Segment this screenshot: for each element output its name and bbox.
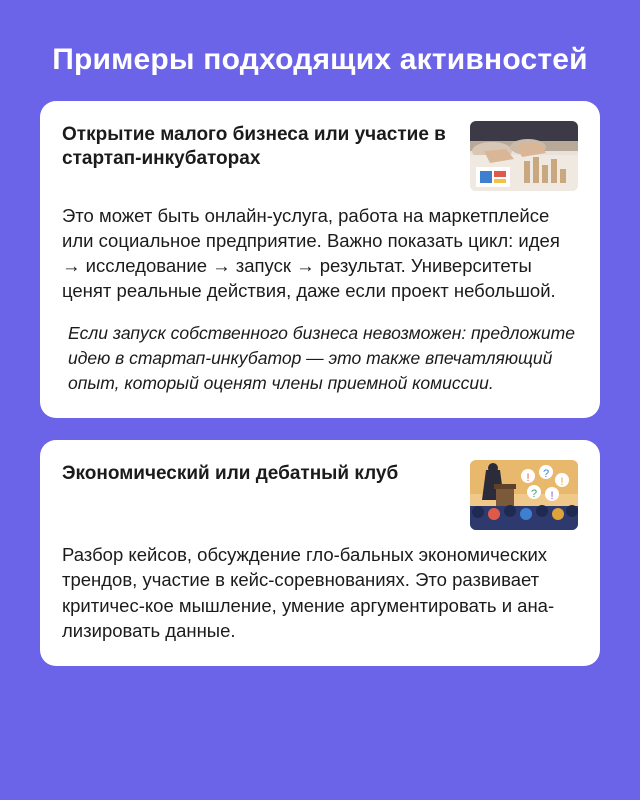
card-body (62, 203, 578, 304)
page-title: Примеры подходящих активностей (52, 43, 588, 76)
card-body (62, 542, 578, 644)
svg-text:!: ! (550, 489, 554, 502)
business-meeting-photo (470, 121, 578, 191)
activity-card-club (40, 440, 600, 666)
card-header (62, 460, 578, 530)
card-body-text: Разбор кейсов, обсуждение гло-бальных экономических трендов, участие в кейс-соревнованиях. Это развивает критичес-кое мышление, умение аргументировать и ана-лизировать данные. (62, 543, 555, 642)
card-body-text: Это может быть онлайн-услуга, работа на маркетплейсе или социальное предприятие. Важно показать цикл: идея → исследование → запуск → результат. Университеты ценят реальные действия, даже если проект небольшой. (62, 204, 560, 302)
debate-lecture-illustration (470, 460, 578, 530)
card-note: Если запуск собственного бизнеса невозможен: предложите идею в стартап-инкубатор — это также впечатляющий опыт, который оценят члены приемной комиссии. (68, 323, 575, 393)
svg-text:!: ! (560, 475, 564, 488)
svg-text:?: ? (542, 467, 550, 480)
card-heading: Экономический или дебатный клуб (62, 462, 399, 484)
svg-text:!: ! (526, 471, 530, 484)
svg-text:?: ? (530, 487, 538, 500)
card-header (62, 121, 578, 191)
card-heading: Открытие малого бизнеса или участие в стартап-инкубаторах (62, 123, 446, 170)
activity-card-business (40, 101, 600, 418)
